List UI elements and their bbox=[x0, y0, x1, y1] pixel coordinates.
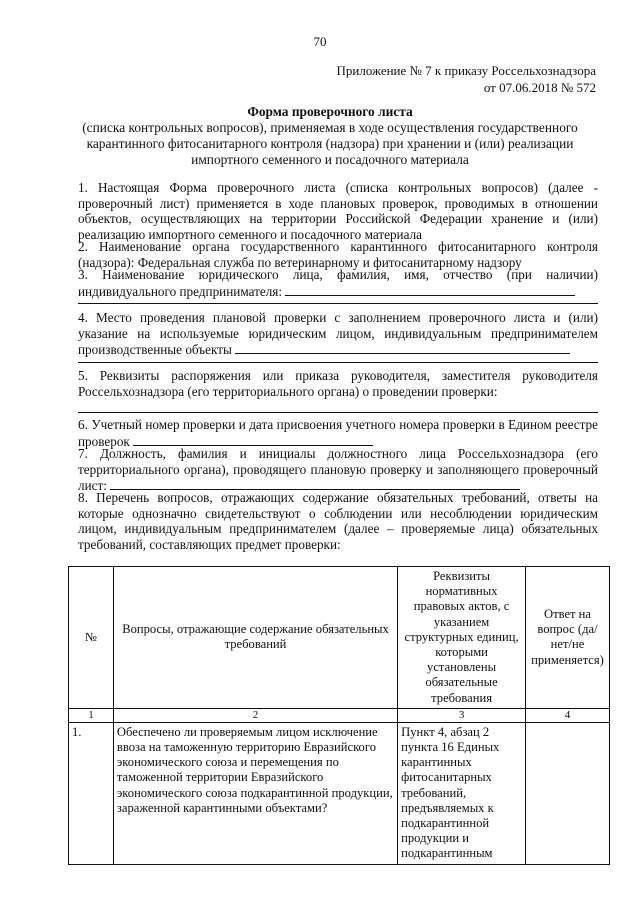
paragraph-1: 1. Настоящая Форма проверочного листа (списка контрольных вопросов) (далее - проверочный лист) применяется в ходе плановых проверок, проводимых в отношении объектов, осуществляющих на территории Российской Федерации хранение и (или) реализацию импортного семенного и посадочного материала bbox=[78, 180, 598, 242]
form-title-bold: Форма проверочного листа bbox=[247, 104, 413, 119]
paragraph-5: 5. Реквизиты распоряжения или приказа руководителя, заместителя руководителя Россельхознадзора (его территориального органа) о проведении проверки: bbox=[78, 368, 598, 399]
column-number-2: 2 bbox=[113, 708, 397, 722]
header-reference: Реквизиты нормативных правовых актов, с указанием структурных единиц, которыми установлены обязательные требования bbox=[398, 567, 526, 709]
header-question: Вопросы, отражающие содержание обязательных требований bbox=[113, 567, 397, 709]
paragraph-2: 2. Наименование органа государственного карантинного фитосанитарного контроля (надзора): Федеральная служба по ветеринарному и фитосанитарному надзору bbox=[78, 239, 598, 270]
inspection-number-field[interactable] bbox=[133, 433, 373, 446]
inspection-place-field[interactable] bbox=[235, 341, 570, 354]
paragraph-3-text: 3. Наименование юридического лица, фамилия, имя, отчество (при наличии) индивидуального предпринимателя: bbox=[78, 267, 598, 299]
page-number: 70 bbox=[313, 34, 327, 49]
header-number: № bbox=[69, 567, 114, 709]
paragraph-3 bbox=[78, 267, 598, 299]
table-row bbox=[69, 722, 610, 864]
paragraph-7-text: 7. Должность, фамилия и инициалы должностного лица Россельхознадзора (его территориального органа), проводящего плановую проверку и заполняющего проверочный лист: bbox=[78, 446, 598, 494]
appendix-line-1: Приложение № 7 к приказу Россельхознадзора bbox=[336, 63, 596, 78]
form-title bbox=[60, 104, 600, 120]
row-answer-cell[interactable] bbox=[526, 722, 610, 864]
paragraph-8: 8. Перечень вопросов, отражающих содержание обязательных требований, ответы на которые однозначно свидетельствуют о соблюдении или несоблюдении юридическим лицом, индивидуальным предпринимателем (далее – проверяемые лица) обязательных требований, составляющих предмет проверки: bbox=[78, 490, 598, 552]
blank-line-4[interactable] bbox=[78, 362, 598, 363]
paragraph-4 bbox=[78, 310, 598, 358]
paragraph-6 bbox=[78, 417, 598, 449]
column-number-4: 4 bbox=[526, 708, 610, 722]
blank-line-3[interactable] bbox=[78, 303, 598, 304]
paragraph-6-text: 6. Учетный номер проверки и дата присвоения учетного номера проверки в Едином реестре проверок bbox=[78, 417, 598, 449]
paragraph-4-text: 4. Место проведения плановой проверки с заполнением проверочного листа и (или) указание на используемые юридическим лицом, индивидуальным предпринимателем производственные объекты bbox=[78, 310, 598, 358]
header-answer: Ответ на вопрос (да/нет/не применяется) bbox=[526, 567, 610, 709]
form-subtitle-3: импортного семенного и посадочного материала bbox=[191, 152, 469, 167]
form-subtitle-1: (списка контрольных вопросов), применяемая в ходе осуществления государственного bbox=[82, 120, 578, 135]
column-number-3: 3 bbox=[398, 708, 526, 722]
row-question: Обеспечено ли проверяемым лицом исключение ввоза на таможенную территорию Евразийского экономического союза и перемещения по таможенной территории Евразийского экономического союза подкарантинной продукции, зараженной карантинными объектами? bbox=[113, 722, 397, 864]
form-subtitle-2: карантинного фитосанитарного контроля (надзора) при хранении и (или) реализации bbox=[86, 136, 574, 151]
appendix-line-2: от 07.06.2018 № 572 bbox=[483, 80, 596, 95]
legal-entity-field[interactable] bbox=[285, 283, 575, 296]
checklist-table bbox=[68, 566, 610, 865]
table-number-row bbox=[69, 708, 610, 722]
row-number: 1. bbox=[69, 722, 114, 864]
blank-line-5[interactable] bbox=[78, 412, 598, 413]
column-number-1: 1 bbox=[69, 708, 114, 722]
paragraph-7 bbox=[78, 446, 598, 494]
table-header-row bbox=[69, 567, 610, 709]
row-reference: Пункт 4, абзац 2 пункта 16 Единых карантинных фитосанитарных требований, предъявляемых к подкарантинной продукции и подкарантинным bbox=[398, 722, 526, 864]
official-field[interactable] bbox=[110, 477, 520, 490]
